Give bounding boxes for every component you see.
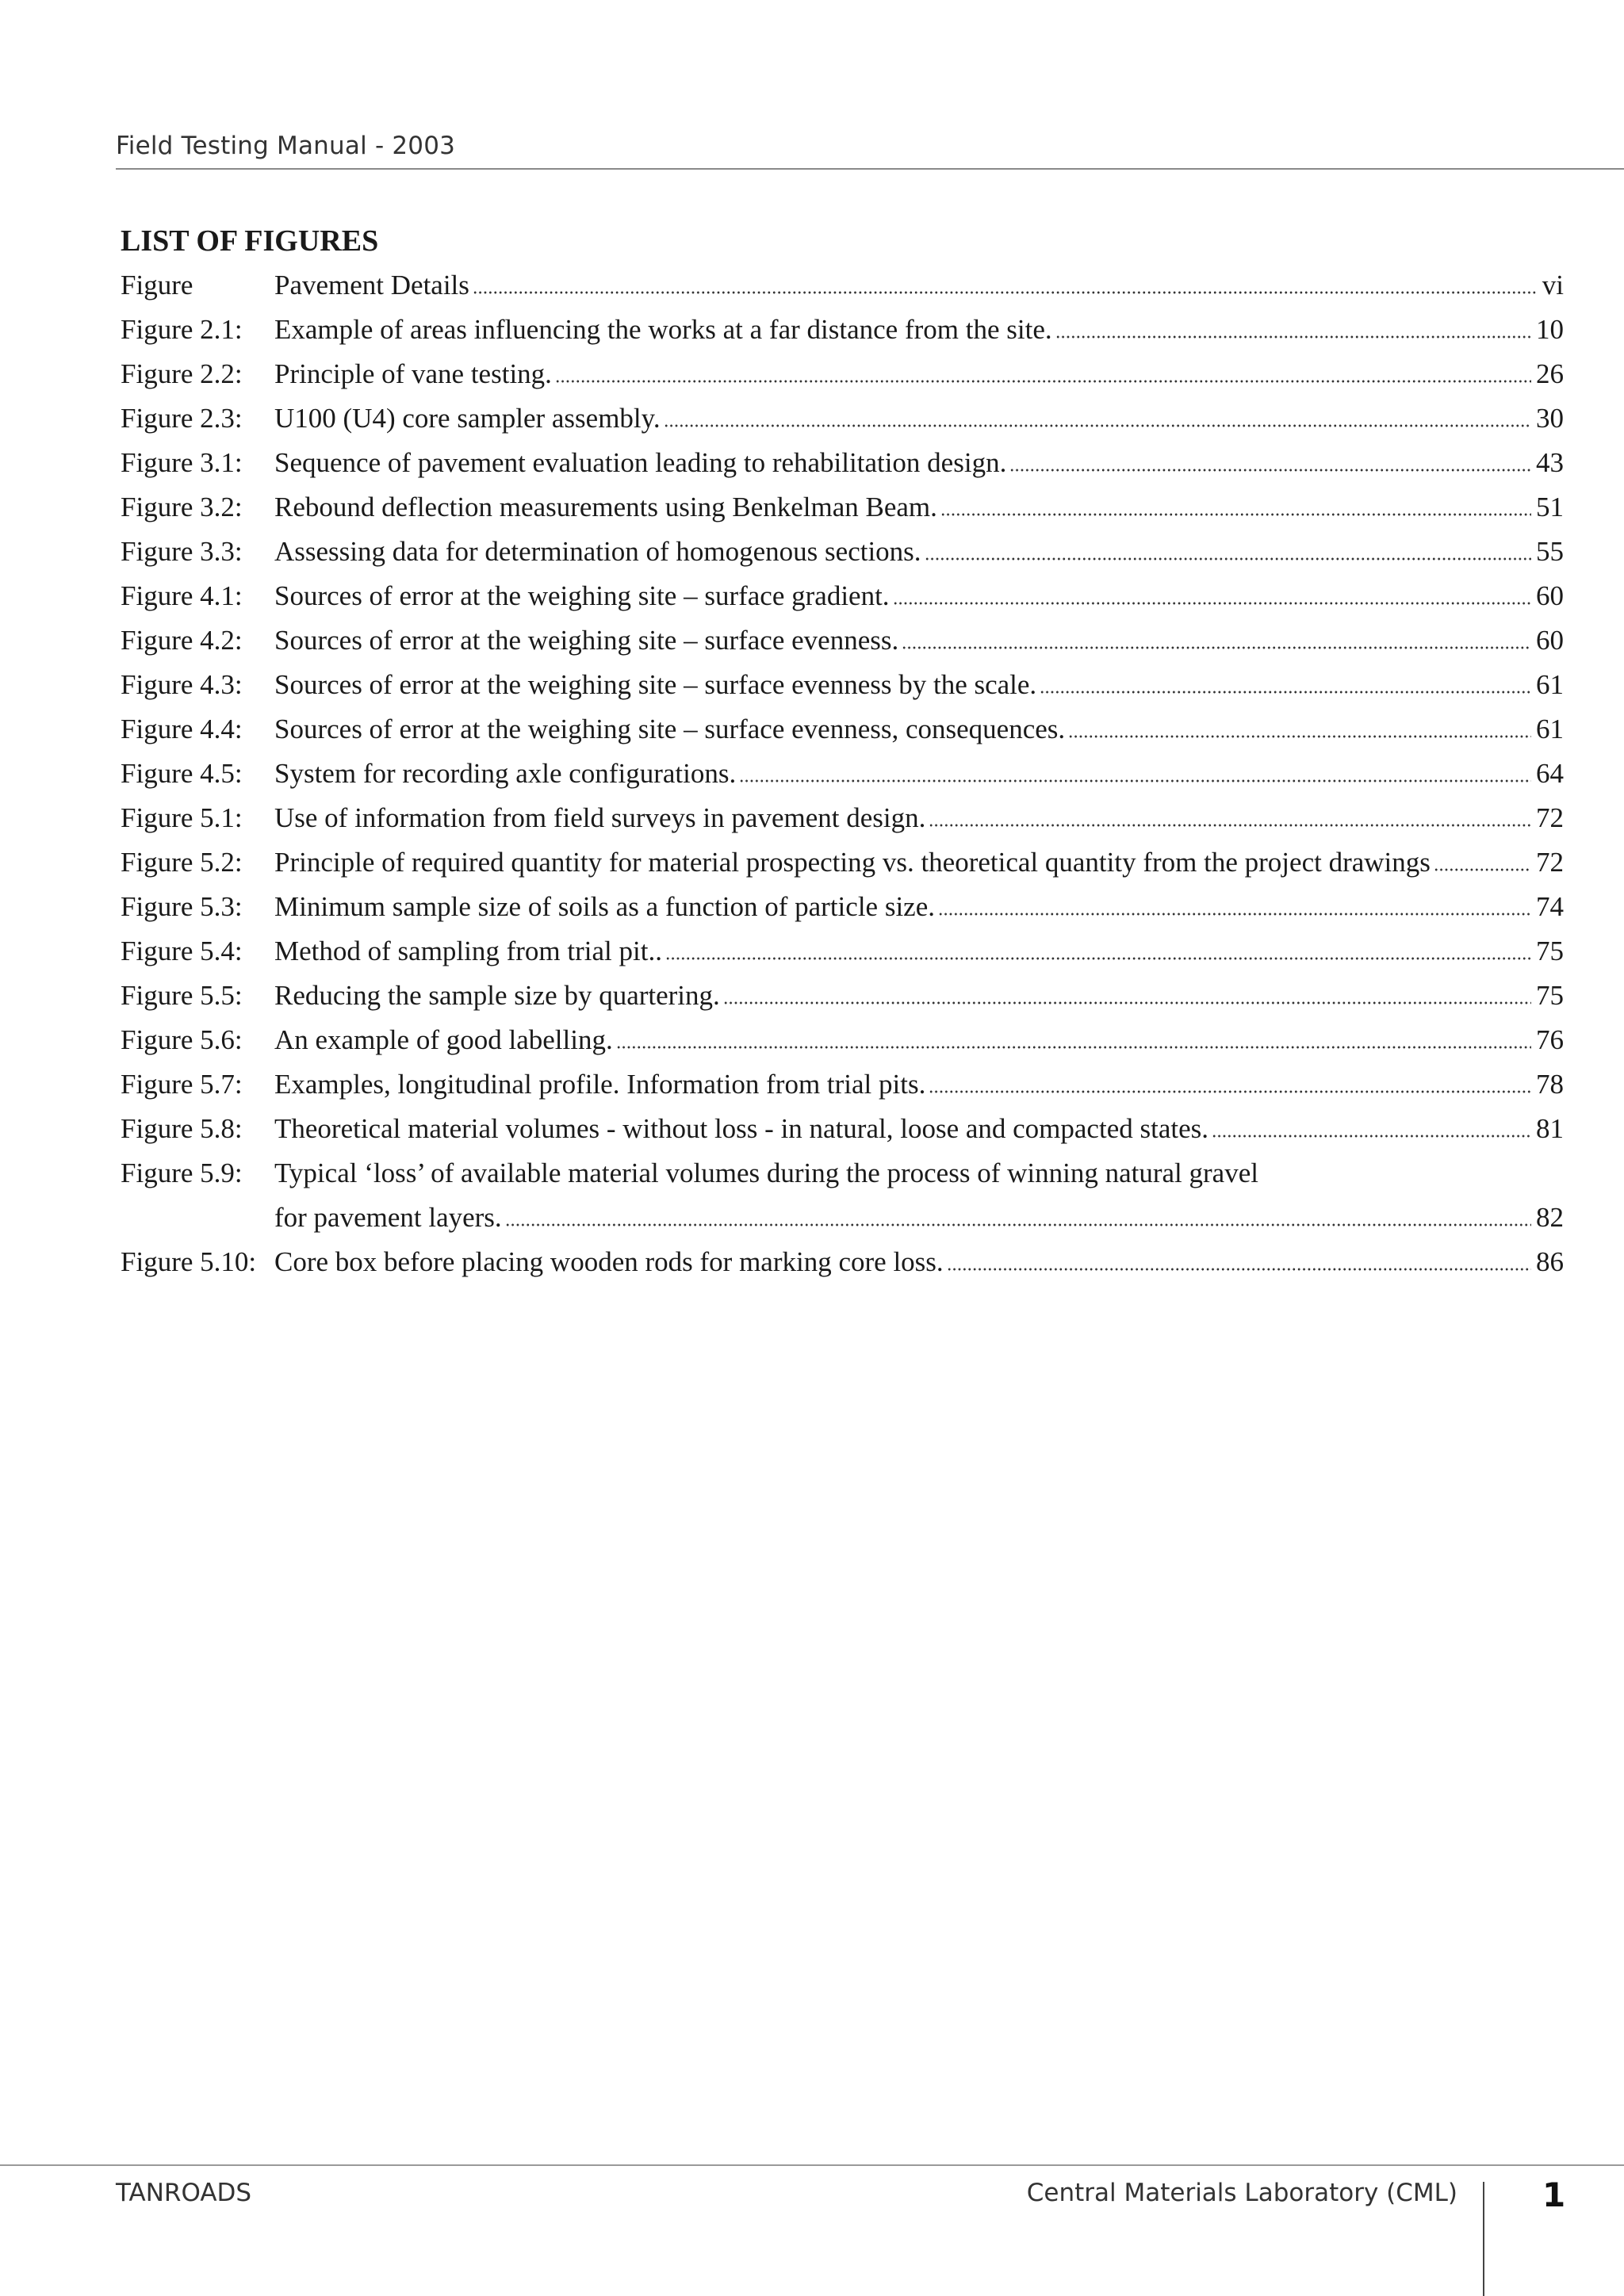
figure-number: Figure 4.4: [121,714,243,744]
toc-entry[interactable] [121,923,1564,967]
dot-leader [1212,1118,1531,1138]
page-reference: 74 [1536,891,1564,922]
toc-entry[interactable] [121,434,1564,479]
toc-entry[interactable] [121,1012,1564,1056]
toc-entry[interactable] [121,1234,1564,1278]
page-reference: 10 [1536,314,1564,345]
figure-title: System for recording axle configurations. [274,758,737,789]
toc-entry[interactable] [121,1056,1564,1100]
figure-title: Theoretical material volumes - without loss - in natural, loose and compacted states. [274,1113,1208,1144]
figure-number: Figure 3.2: [121,492,243,522]
page-reference: 78 [1536,1069,1564,1100]
toc-entry[interactable] [121,701,1564,745]
figure-number: Figure 4.5: [121,758,243,789]
figure-title: Core box before placing wooden rods for marking core loss. [274,1246,944,1277]
toc-entry[interactable] [121,301,1564,346]
dot-leader [1434,851,1531,872]
dot-leader [505,1207,1531,1227]
figure-number: Figure 5.7: [121,1069,243,1100]
dot-leader [1040,674,1531,695]
dot-leader [938,896,1531,916]
dot-leader [925,541,1531,561]
dot-leader [664,408,1531,428]
figure-number: Figure 5.9: [121,1158,243,1188]
figure-number: Figure 5.1: [121,802,243,833]
toc-entry[interactable] [121,612,1564,656]
page-reference: 51 [1536,492,1564,522]
dot-leader [1009,452,1531,473]
dot-leader [1068,718,1531,739]
toc-entry[interactable] [121,479,1564,523]
figure-number: Figure 5.10: [121,1246,257,1277]
footer-rule [0,2164,1624,2166]
figure-number: Figure 5.2: [121,847,243,878]
list-of-figures-heading: LIST OF FIGURES [121,224,379,258]
footer-divider [1483,2182,1484,2296]
dot-leader [616,1029,1531,1050]
dot-leader [555,363,1531,384]
figure-title: Sequence of pavement evaluation leading to rehabilitation design. [274,447,1007,478]
dot-leader [473,274,1538,295]
page-reference: 30 [1536,403,1564,434]
page-reference: 60 [1536,580,1564,611]
dot-leader [665,940,1531,961]
figure-title: An example of good labelling. [274,1024,613,1055]
figure-title: Sources of error at the weighing site – surface evenness. [274,625,899,656]
dot-leader [940,496,1531,517]
figure-title-continued: for pavement layers. [274,1202,502,1233]
figure-title: Minimum sample size of soils as a function of particle size. [274,891,935,922]
page-number: 1 [1542,2175,1566,2214]
figure-number: Figure 2.2: [121,358,243,389]
page-reference: 81 [1536,1113,1564,1144]
toc-entry-continuation[interactable] [121,1189,1564,1234]
page-reference: 55 [1536,536,1564,567]
figure-number: Figure 4.1: [121,580,243,611]
page-reference: 60 [1536,625,1564,656]
figure-title: Examples, longitudinal profile. Information from trial pits. [274,1069,926,1100]
toc-entry[interactable] [121,878,1564,923]
footer-department: Central Materials Laboratory (CML) [1026,2179,1457,2207]
figure-number: Figure 2.3: [121,403,243,434]
page-reference: vi [1542,270,1564,300]
page-reference: 82 [1536,1202,1564,1233]
page-reference: 72 [1536,847,1564,878]
page-reference: 64 [1536,758,1564,789]
figure-title: Sources of error at the weighing site – surface gradient. [274,580,890,611]
page-reference: 86 [1536,1246,1564,1277]
figure-title: Sources of error at the weighing site – surface evenness, consequences. [274,714,1066,744]
page-reference: 43 [1536,447,1564,478]
figure-title: Pavement Details [274,270,469,300]
figure-title: Principle of vane testing. [274,358,552,389]
header-rule [116,168,1624,170]
toc-entry[interactable] [121,656,1564,701]
toc-entry[interactable] [121,834,1564,878]
figure-title: Sources of error at the weighing site – surface evenness by the scale. [274,669,1037,700]
toc-entry[interactable] [121,523,1564,568]
figure-number: Figure 2.1: [121,314,243,345]
dot-leader [1055,319,1531,339]
figure-title: Reducing the sample size by quartering. [274,980,720,1011]
page-reference: 26 [1536,358,1564,389]
figure-title: Use of information from field surveys in pavement design. [274,802,926,833]
figure-title: U100 (U4) core sampler assembly. [274,403,661,434]
figure-number: Figure 5.6: [121,1024,243,1055]
toc-entry[interactable] [121,257,1564,301]
figure-title: Example of areas influencing the works at a far distance from the site. [274,314,1052,345]
figure-number: Figure [121,270,193,300]
toc-entry[interactable] [121,346,1564,390]
figure-number: Figure 4.2: [121,625,243,656]
dot-leader [947,1251,1531,1272]
page-reference: 76 [1536,1024,1564,1055]
dot-leader [739,763,1531,783]
page-reference: 72 [1536,802,1564,833]
figure-number: Figure 3.3: [121,536,243,567]
toc-entry[interactable] [121,1145,1564,1189]
page-reference: 61 [1536,714,1564,744]
figure-number: Figure 5.4: [121,936,243,966]
figure-title: Assessing data for determination of homogenous sections. [274,536,921,567]
figure-title: Typical ‘loss’ of available material volumes during the process of winning natural gravel [274,1158,1258,1188]
toc-entry[interactable] [121,568,1564,612]
toc-entry[interactable] [121,390,1564,434]
figure-title: Principle of required quantity for material prospecting vs. theoretical quantity from the project drawings [274,847,1431,878]
dot-leader [929,807,1531,828]
toc-entry[interactable] [121,745,1564,790]
dot-leader [929,1073,1531,1094]
figure-title: Method of sampling from trial pit.. [274,936,662,966]
running-header: Field Testing Manual - 2003 [116,132,456,160]
dot-leader [902,629,1531,650]
figure-number: Figure 3.1: [121,447,243,478]
figure-title: Rebound deflection measurements using Benkelman Beam. [274,492,937,522]
list-of-figures [121,257,1564,1278]
toc-entry[interactable] [121,1100,1564,1145]
dot-leader [893,585,1531,606]
page-reference: 61 [1536,669,1564,700]
figure-number: Figure 5.5: [121,980,243,1011]
footer-organization: TANROADS [116,2179,252,2207]
figure-number: Figure 5.8: [121,1113,243,1144]
figure-number: Figure 5.3: [121,891,243,922]
toc-entry[interactable] [121,790,1564,834]
figure-number: Figure 4.3: [121,669,243,700]
page-reference: 75 [1536,980,1564,1011]
dot-leader [723,985,1531,1005]
toc-entry[interactable] [121,967,1564,1012]
page-reference: 75 [1536,936,1564,966]
